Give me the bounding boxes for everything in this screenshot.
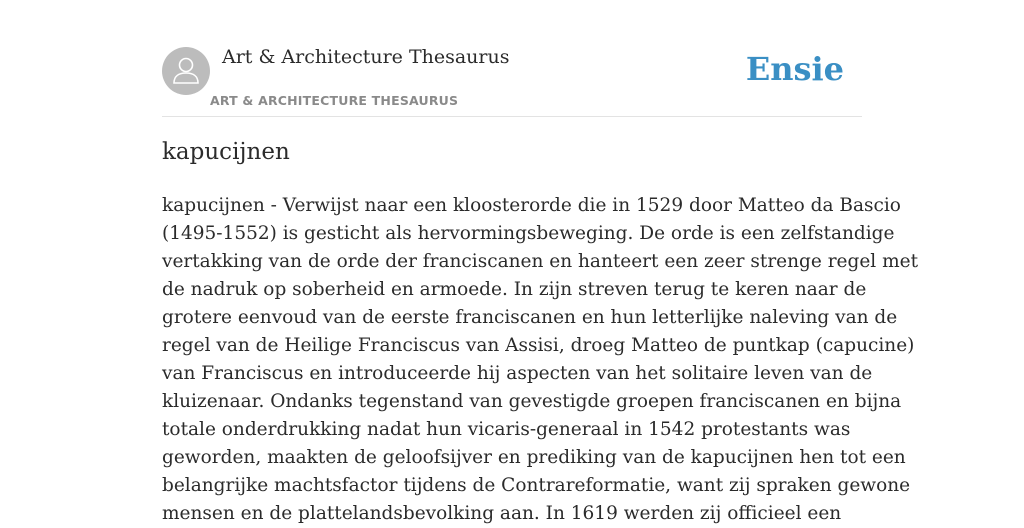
definition-line: mensen en de plattelandsbevolking aan. In 1619 werden zij officieel een — [162, 503, 842, 524]
entry-title: kapucijnen — [162, 139, 290, 165]
definition-line: geworden, maakten de geloofsijver en prediking van de kapucijnen hen tot een — [162, 447, 906, 468]
entry-definition — [162, 192, 919, 528]
definition-line: (1495-1552) is gesticht als hervormingsbeweging. De orde is een zelfstandige — [162, 223, 895, 244]
definition-line: belangrijke machtsfactor tijdens de Contrareformatie, want zij spraken gewone — [162, 475, 911, 496]
definition-line: grotere eenvoud van de eerste franciscanen en hun letterlijke naleving van de — [162, 307, 898, 328]
definition-line: totale onderdrukking nadat hun vicaris-generaal in 1542 protestants was — [162, 419, 851, 440]
definition-line: kluizenaar. Ondanks tegenstand van gevestigde groepen franciscanen en bijna — [162, 391, 902, 412]
definition-line: regel van de Heilige Franciscus van Assisi, droeg Matteo de puntkap (capucine) — [162, 335, 915, 356]
definition-line: de nadruk op soberheid en armoede. In zijn streven terug te keren naar de — [162, 279, 867, 300]
definition-line: vertakking van de orde der franciscanen en hanteert een zeer strenge regel met — [162, 251, 919, 272]
source-header — [162, 46, 862, 117]
source-title-link[interactable]: Art & Architecture Thesaurus — [222, 46, 510, 68]
definition-line: kapucijnen - Verwijst naar een kloosterorde die in 1529 door Matteo da Bascio — [162, 195, 901, 216]
definition-line: van Franciscus en introduceerde hij aspecten van het solitaire leven van de — [162, 363, 873, 384]
ensie-logo[interactable]: Ensie — [745, 50, 844, 88]
user-avatar-icon[interactable] — [162, 47, 210, 95]
source-subtitle[interactable]: ART & ARCHITECTURE THESAURUS — [210, 93, 459, 108]
